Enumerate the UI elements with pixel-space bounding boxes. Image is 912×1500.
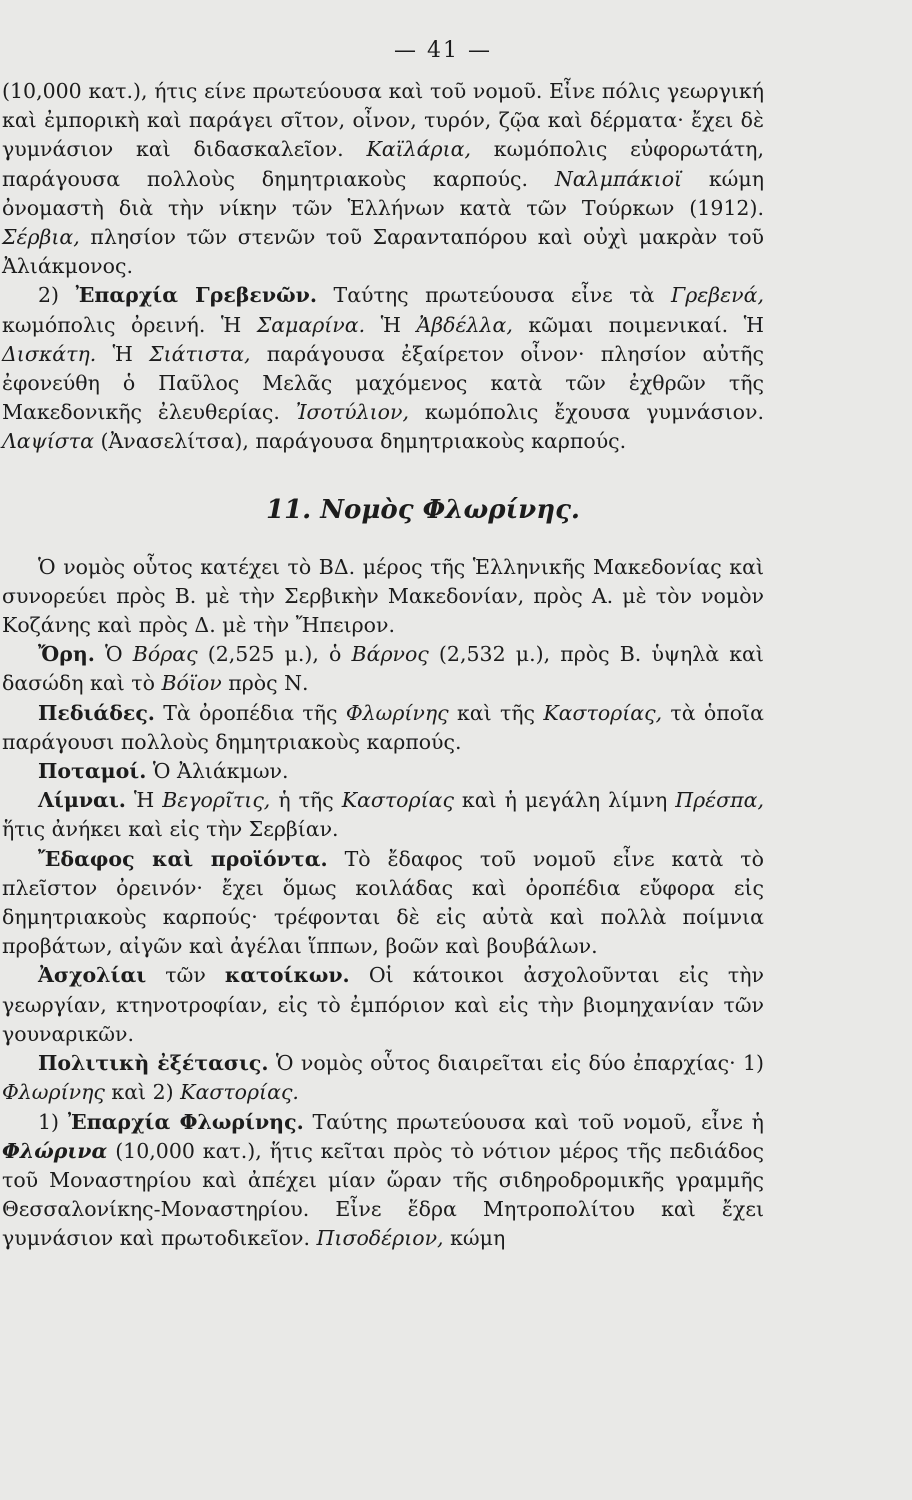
paragraph-plains: Πεδιάδες. Τὰ ὀροπέδια τῆς Φλωρίνης καὶ τῆς Καστορίας, τὰ ὁποῖα παράγουσι πολλοὺς δημητριακοὺς καρπούς. [2,700,764,754]
paragraph-grevena: 2) Ἐπαρχία Γρεβενῶν. Ταύτης πρωτεύουσα εἶνε τὰ Γρεβενά, κωμόπολις ὀρεινή. Ἡ Σαμαρίνα. Ἡ Ἀβδέλλα, κῶμαι ποιμενικαί. Ἡ Δισκάτη. Ἡ Σιάτιστα, παράγουσα ἐξαίρετον οἶνον· πλησίον αὐτῆς ἐφονεύθη ὁ Παῦλος Μελᾶς μαχόμενος κατὰ τῶν ἐχθρῶν τῆς Μακεδονικῆς ἐλευθερίας. Ἰσοτύλιον, κωμόπολις ἔχουσα γυμνάσιον. Λαψίστα (Ἀνασελίτσα), παράγουσα δημητριακοὺς καρπούς. [2,283,764,454]
paragraph-political: Πολιτικὴ ἐξέτασις. Ὁ νομὸς οὗτος διαιρεῖται εἰς δύο ἐπαρχίας· 1) Φλωρίνης καὶ 2) Καστορίας. [2,1051,764,1105]
paragraph-soil-products: Ἔδαφος καὶ προϊόντα. Τὸ ἔδαφος τοῦ νομοῦ εἶνε κατὰ τὸ πλεῖστον ὀρεινόν· ἔχει ὅμως κοιλάδας καὶ ὀροπέδια εὔφορα εἰς δημητριακοὺς καρπούς· τρέφονται δὲ εἰς αὐτὰ καὶ πολλὰ ποίμνια προβάτων, αἰγῶν καὶ ἀγέλαι ἵππων, βοῶν καὶ βουβάλων. [2,846,764,959]
section-heading: 11. Νομὸς Φλωρίνης. [266,494,580,525]
page-number: — 41 — [394,38,492,63]
paragraph-borders: Ὁ νομὸς οὗτος κατέχει τὸ ΒΔ. μέρος τῆς Ἑλληνικῆς Μακεδονίας καὶ συνορεύει πρὸς Β. μὲ τὴν Σερβικὴν Μακεδονίαν, πρὸς Α. μὲ τὸν νομὸν Κοζάνης καὶ πρὸς Δ. μὲ τὴν Ἤπειρον. [2,554,764,638]
paragraph-occupations: Ἀσχολίαι τῶν κατοίκων. Οἱ κάτοικοι ἀσχολοῦνται εἰς τὴν γεωργίαν, κτηνοτροφίαν, εἰς τὸ ἐμπόριον καὶ εἰς τὴν βιομηχανίαν τῶν γουναρικῶν. [2,963,764,1046]
paragraph-rivers: Ποταμοί. Ὁ Ἀλιάκμων. [38,759,289,784]
paragraph-florina-province: 1) Ἐπαρχία Φλωρίνης. Ταύτης πρωτεύουσα καὶ τοῦ νομοῦ, εἶνε ἡ Φλώρινα (10,000 κατ.), ἥτις κεῖται πρὸς τὸ νότιον μέρος τῆς πεδιάδος τοῦ Μοναστηρίου καὶ ἀπέχει μίαν ὥραν τῆς σιδηροδρομικῆς γραμμῆς Θεσσαλονίκης-Μοναστηρίου. Εἶνε ἕδρα Μητροπολίτου καὶ ἔχει γυμνάσιον καὶ πρωτοδικεῖον. Πισοδέριον, κώμη [2,1109,764,1251]
paragraph-kozani-towns: (10,000 κατ.), ήτις είνε πρωτεύουσα καὶ τοῦ νομοῦ. Εἶνε πόλις γεωργική καὶ ἐμπορικὴ καὶ παράγει σῖτον, οἶνον, τυρόν, ζῷα καὶ δέρματα· ἔχει δὲ γυμνάσιον καὶ διδασκαλεῖον. Καϊλάρια, κωμόπολις εὐφορωτάτη, παράγουσα πολλοὺς δημητριακοὺς καρπούς. Ναλμπάκιοϊ κώμη ὀνομαστὴ διὰ τὴν νίκην τῶν Ἑλλήνων κατὰ τῶν Τούρκων (1912). Σέρβια, πλησίον τῶν στενῶν τοῦ Σαρανταπόρου καὶ οὐχὶ μακρὰν τοῦ Ἀλιάκμονος. [2,79,764,279]
paragraph-mountains: Ὄρη. Ὁ Βόρας (2,525 μ.), ὁ Βάρνος (2,532 μ.), πρὸς Β. ὑψηλὰ καὶ δασώδη καὶ τὸ Βόϊον πρὸς Ν. [2,642,764,696]
paragraph-lakes: Λίμναι. Ἡ Βεγορῖτις, ἡ τῆς Καστορίας καὶ ἡ μεγάλη λίμνη Πρέσπα, ἥτις ἀνήκει καὶ εἰς τὴν Σερβίαν. [2,788,764,842]
